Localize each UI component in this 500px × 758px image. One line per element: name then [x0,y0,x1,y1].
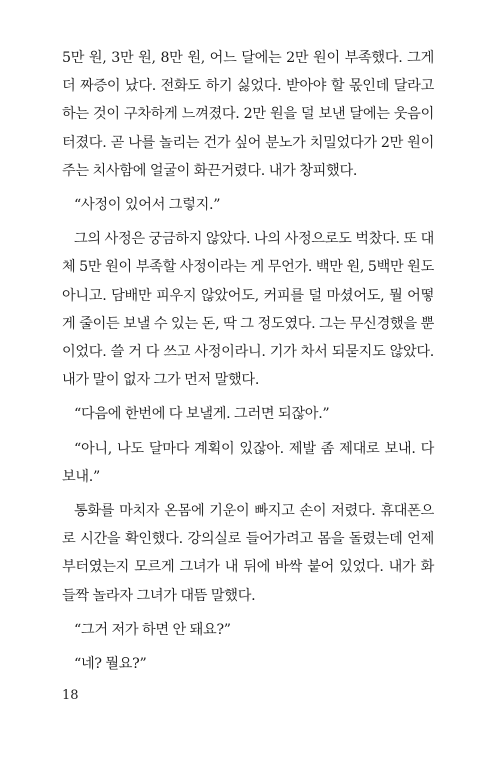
dialogue-line: “사정이 있어서 그렇지.” [74,197,221,214]
paragraph: 5만 원, 3만 원, 8만 원, 어느 달에는 2만 원이 부족했다. 그게 더 짜증이 났다. 전화도 하기 싫었다. 받아야 할 몫인데 달라고 하는 것이 구차하게 느껴졌다. 2만 원을 덜 보낸 달에는 웃음이 터졌다. 곧 나를 놀리는 건가 싶어 분노가 치밀었다가 2만 원이 주는 치사함에 얼굴이 화끈거렸다. 내가 창피했다. [62,50,434,179]
dialogue-line: “아니, 나도 달마다 계획이 있잖아. 제발 좀 제대로 보내. 다 보내.” [62,440,434,485]
dialogue-line: “네? 뭘요?” [74,656,147,673]
body-text [62,44,434,684]
dialogue-line: “다음에 한번에 다 보낼게. 그러면 되잖아.” [74,406,330,423]
page-number: 18 [62,688,79,703]
paragraph: 통화를 마치자 온몸에 기운이 빠지고 손이 저렸다. 휴대폰으로 시간을 확인했다. 강의실로 들어가려고 몸을 돌렸는데 언제부터였는지 모르게 그녀가 내 뒤에 바싹 붙어 있었다. 내가 화들짝 놀라자 그녀가 대뜸 말했다. [62,503,434,604]
paragraph: 그의 사정은 궁금하지 않았다. 나의 사정으로도 벅찼다. 또 대체 5만 원이 부족할 사정이라는 게 무언가. 백만 원, 5백만 원도 아니고. 담배만 피우지 않았어도, 커피를 덜 마셨어도, 뭘 어떻게 줄이든 보낼 수 있는 돈, 딱 그 정도였다. 그는 무신경했을 뿐이었다. 쓸 거 다 쓰고 사정이라니. 기가 차서 되묻지도 않았다. 내가 말이 없자 그가 먼저 말했다. [62,231,434,389]
dialogue-line: “그거 저가 하면 안 돼요?” [74,621,231,638]
